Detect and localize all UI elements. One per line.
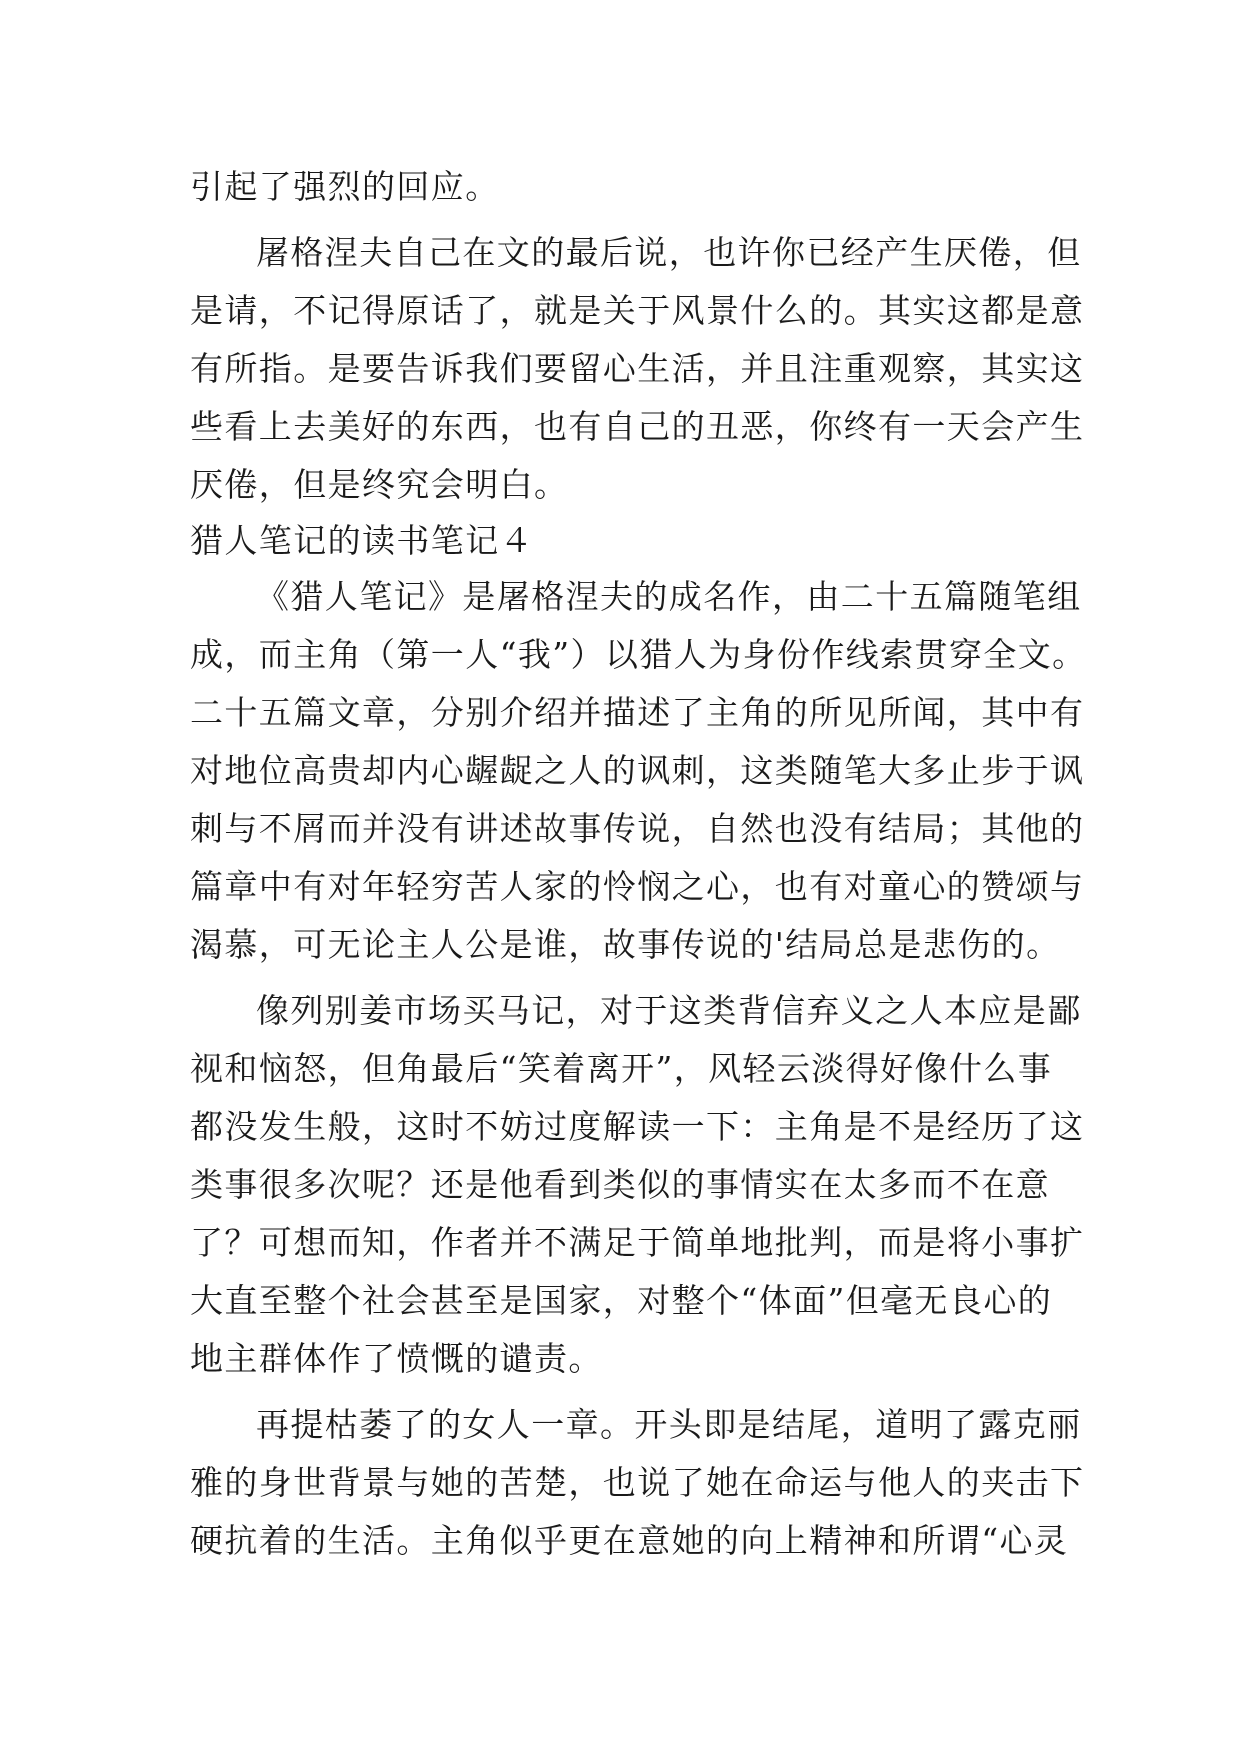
paragraph-5 <box>190 1396 1085 1570</box>
paragraph-3 <box>190 568 1087 974</box>
text-line: 些看上去美好的东西，也有自己的丑恶，你终有一天会产生 <box>190 407 1085 446</box>
text-line: 地主群体作了愤慨的谴责。 <box>190 1339 603 1378</box>
text-line: 引起了强烈的回应。 <box>190 167 500 206</box>
text-line: 雅的身世背景与她的苦楚，也说了她在命运与他人的夹击下 <box>190 1463 1085 1502</box>
text-line: 屠格涅夫自己在文的最后说，也许你已经产生厌倦，但 <box>256 233 1082 272</box>
text-line: 对地位高贵却内心龌龊之人的讽刺，这类随笔大多止步于讽 <box>190 751 1085 790</box>
text-line: 有所指。是要告诉我们要留心生活，并且注重观察，其实这 <box>190 349 1085 388</box>
text-line: 刺与不屑而并没有讲述故事传说，自然也没有结局；其他的 <box>190 809 1085 848</box>
section-heading: 猎人笔记的读书笔记４ <box>190 521 534 560</box>
paragraph-4 <box>190 982 1085 1388</box>
paragraph-2 <box>190 224 1085 514</box>
text-line: 视和恼怒，但角最后“笑着离开”，风轻云淡得好像什么事 <box>190 1049 1053 1088</box>
text-line: 是请，不记得原话了，就是关于风景什么的。其实这都是意 <box>190 291 1085 330</box>
text-line: 渴慕，可无论主人公是谁，故事传说的'结局总是悲伤的。 <box>190 925 1061 964</box>
text-line: 成，而主角（第一人“我”）以猎人为身份作线索贯穿全文。 <box>190 635 1087 674</box>
text-line: 硬抗着的生活。主角似乎更在意她的向上精神和所谓“心灵 <box>190 1521 1069 1560</box>
text-line: 都没发生般，这时不妨过度解读一下：主角是不是经历了这 <box>190 1107 1085 1146</box>
text-line: 了？可想而知，作者并不满足于简单地批判，而是将小事扩 <box>190 1223 1085 1262</box>
text-line: 像列别姜市场买马记，对于这类背信弃义之人本应是鄙 <box>256 991 1082 1030</box>
document-body <box>190 158 1087 1570</box>
text-line: 篇章中有对年轻穷苦人家的怜悯之心，也有对童心的赞颂与 <box>190 867 1085 906</box>
text-line: 大直至整个社会甚至是国家，对整个“体面”但毫无良心的 <box>190 1281 1053 1320</box>
text-line: 类事很多次呢？还是他看到类似的事情实在太多而不在意 <box>190 1165 1050 1204</box>
text-line: 二十五篇文章，分别介绍并描述了主角的所见所闻，其中有 <box>190 693 1085 732</box>
paragraph-1 <box>190 158 1070 216</box>
text-line: 再提枯萎了的女人一章。开头即是结尾，道明了露克丽 <box>256 1405 1082 1444</box>
text-line: 《猎人笔记》是屠格涅夫的成名作，由二十五篇随笔组 <box>256 577 1082 616</box>
text-line: 厌倦，但是终究会明白。 <box>190 465 569 504</box>
